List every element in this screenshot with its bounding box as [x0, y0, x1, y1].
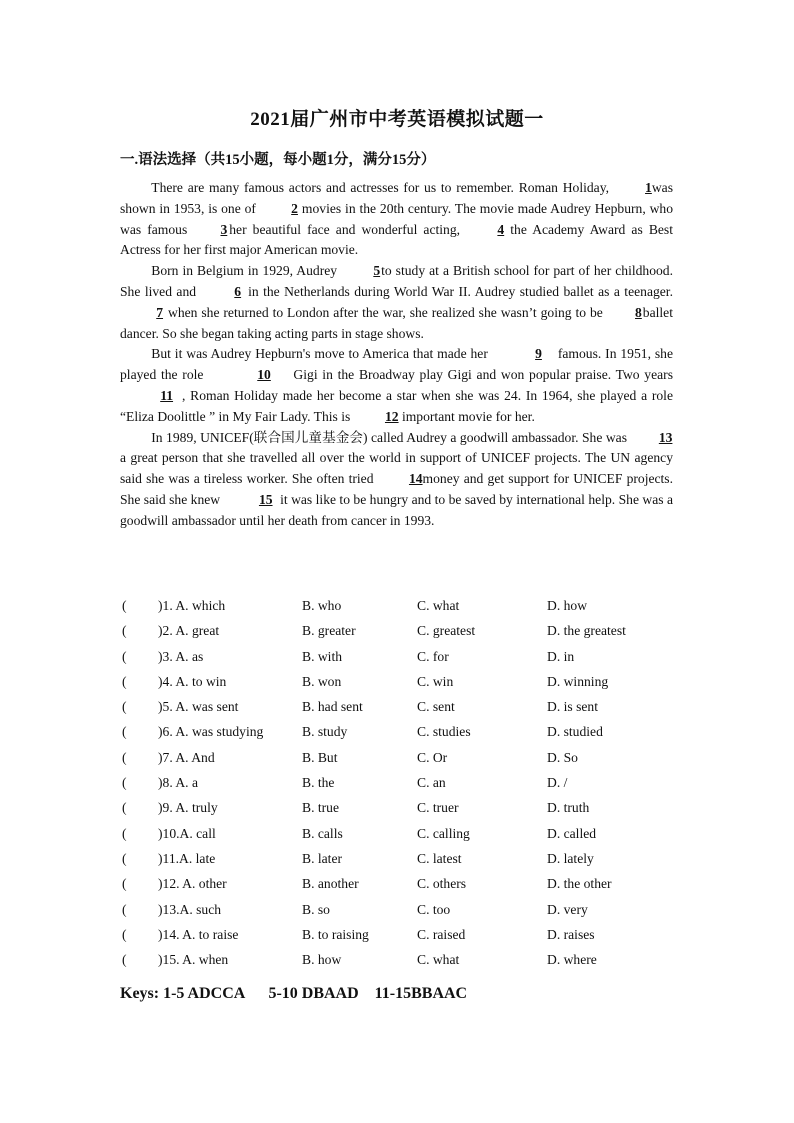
passage-text: a great person that she travelled all over the world in support of UNICEF projects. The UN agency said she was a tireless worker. She often tried — [120, 450, 673, 487]
option-a: )6. A. was studying — [158, 724, 264, 740]
option-a: )14. A. to raise — [158, 926, 239, 942]
option-row — [120, 649, 680, 674]
option-a: )1. A. which — [158, 598, 226, 613]
option-c: C. studies — [417, 724, 471, 740]
option-a: )10.A. call — [158, 825, 216, 841]
passage-text: it was like to be hungry and to be saved by international help. She was a goodwill ambassador until her death from cancer in 1993. — [120, 491, 673, 528]
option-a: )12. A. other — [158, 876, 227, 892]
option-c: C. an — [417, 775, 446, 791]
option-d: D. how — [547, 598, 588, 613]
blank-6: 6 — [234, 283, 242, 299]
section-heading: 一.语法选择（共15小题，每小题1分，满分15分） — [120, 152, 436, 168]
passage-text: There are many famous actors and actresses for us to remember. Roman Holiday, — [151, 180, 614, 195]
passage-text: Born in Belgium in 1929, Audrey — [151, 263, 342, 279]
passage-text: her beautiful face and wonderful acting, — [229, 221, 467, 237]
option-c: C. latest — [417, 850, 462, 866]
passage-paragraph — [120, 344, 673, 427]
answer-bracket: ( — [122, 648, 127, 664]
option-c: C. calling — [417, 825, 470, 841]
option-d: D. truth — [547, 800, 590, 816]
option-row — [120, 876, 680, 901]
answer-bracket: ( — [122, 800, 127, 816]
option-b: B. calls — [302, 825, 343, 841]
option-c: C. what — [417, 952, 460, 968]
answer-bracket: ( — [122, 775, 127, 791]
blank-13: 13 — [658, 429, 673, 445]
passage-text: , Roman Holiday made her become a star when she was 24. In 1964, she played a role “Eliza Doolittle ” in My Fair Lady. This is — [120, 387, 673, 424]
blank-5: 5 — [373, 263, 381, 279]
option-b: B. had sent — [302, 699, 363, 715]
passage-paragraph — [120, 428, 673, 532]
option-a: )9. A. truly — [158, 800, 218, 816]
passage-text: famous. In 1951, she played the role — [120, 346, 673, 383]
option-row — [120, 851, 680, 876]
answer-bracket: ( — [122, 673, 127, 689]
option-b: B. study — [302, 724, 348, 740]
option-c: C. what — [417, 598, 460, 613]
option-c: C. win — [417, 673, 454, 689]
answer-bracket: ( — [122, 825, 127, 841]
passage-text: was shown in 1953, is one of — [120, 180, 673, 216]
passage-text: the Academy Award as Best Actress for her first major American movie. — [120, 221, 673, 258]
option-a: )2. A. great — [158, 623, 220, 639]
option-row — [120, 699, 680, 724]
blank-10: 10 — [257, 367, 271, 383]
option-row — [120, 598, 680, 623]
option-row — [120, 800, 680, 825]
option-b: B. to raising — [302, 926, 369, 942]
cloze-passage — [120, 178, 673, 532]
passage-text: But it was Audrey Hepburn's move to America that made her — [151, 346, 488, 362]
option-c: C. raised — [417, 926, 466, 942]
passage-text: In 1989, UNICEF(联合国儿童基金会) called Audrey a goodwill ambassador. She was — [151, 429, 627, 445]
answer-bracket: ( — [122, 901, 127, 917]
option-b: B. how — [302, 952, 342, 968]
option-c: C. Or — [417, 749, 448, 765]
option-a: )4. A. to win — [158, 673, 227, 689]
option-c: C. greatest — [417, 623, 476, 639]
option-row — [120, 724, 680, 749]
option-b: B. But — [302, 749, 338, 765]
option-d: D. raises — [547, 926, 595, 942]
passage-text: important movie for her. — [398, 408, 535, 424]
option-d: D. in — [547, 648, 575, 664]
option-d: D. is sent — [547, 699, 598, 715]
answer-keys: Keys: 1-5 ADCCA 5-10 DBAAD 11-15BBAAC — [120, 985, 468, 1002]
option-d: D. studied — [547, 724, 603, 740]
answer-bracket: ( — [122, 749, 127, 765]
passage-text: Gigi in the Broadway play Gigi and won popular praise. Two years — [293, 367, 673, 383]
answer-bracket: ( — [122, 598, 127, 613]
option-row — [120, 674, 680, 699]
passage-text: in the Netherlands during World War II. Audrey studied ballet as a teenager. — [248, 283, 673, 299]
blank-7: 7 — [156, 304, 164, 320]
option-c: C. sent — [417, 699, 455, 715]
option-b: B. won — [302, 673, 342, 689]
option-d: D. / — [547, 775, 568, 791]
option-a: )5. A. was sent — [158, 699, 239, 715]
option-row — [120, 952, 680, 977]
option-row — [120, 750, 680, 775]
blank-9: 9 — [535, 346, 542, 362]
option-d: D. the other — [547, 876, 612, 892]
option-c: C. too — [417, 901, 451, 917]
option-b: B. the — [302, 775, 335, 791]
blank-14: 14 — [408, 471, 423, 487]
passage-text: movies in the 20th century. The movie made Audrey Hepburn, who was famous — [120, 200, 673, 237]
answer-bracket: ( — [122, 850, 127, 866]
answer-bracket: ( — [122, 926, 127, 942]
option-d: D. called — [547, 825, 597, 841]
blank-3: 3 — [220, 221, 228, 237]
option-b: B. so — [302, 901, 330, 917]
answer-bracket: ( — [122, 876, 127, 892]
answer-bracket: ( — [122, 623, 127, 639]
answer-bracket: ( — [122, 952, 127, 968]
option-b: B. greater — [302, 623, 356, 639]
options-list — [120, 598, 680, 977]
option-d: D. very — [547, 901, 588, 917]
option-b: B. later — [302, 850, 343, 866]
passage-text: money and get support for UNICEF projects. She said she knew — [120, 471, 673, 507]
blank-1: 1 — [645, 180, 652, 195]
option-row — [120, 927, 680, 952]
blank-11: 11 — [160, 387, 174, 403]
passage-text: when she returned to London after the war, she realized she wasn’t going to be — [168, 304, 603, 320]
option-b: B. another — [302, 876, 359, 892]
option-row — [120, 902, 680, 927]
option-c: C. others — [417, 876, 467, 892]
option-a: )3. A. as — [158, 648, 204, 664]
option-a: )11.A. late — [158, 850, 216, 866]
option-row — [120, 623, 680, 648]
option-a: )7. A. And — [158, 749, 215, 765]
page-title: 2021届广州市中考英语模拟试题一 — [250, 109, 544, 130]
option-b: B. who — [302, 598, 342, 613]
answer-bracket: ( — [122, 699, 127, 715]
option-c: C. truer — [417, 800, 459, 816]
passage-text: to study at a British school for part of her childhood. She lived and — [120, 263, 674, 299]
blank-2: 2 — [291, 200, 298, 216]
blank-12: 12 — [384, 408, 399, 424]
option-b: B. true — [302, 800, 339, 816]
answer-bracket: ( — [122, 724, 127, 740]
option-d: D. So — [547, 749, 578, 765]
option-c: C. for — [417, 648, 449, 664]
passage-text: ballet dancer. So she began taking acting parts in stage shows. — [120, 304, 673, 341]
blank-15: 15 — [258, 491, 273, 507]
option-a: )8. A. a — [158, 775, 199, 791]
option-b: B. with — [302, 648, 343, 664]
option-a: )15. A. when — [158, 952, 229, 968]
option-d: D. winning — [547, 673, 609, 689]
option-row — [120, 826, 680, 851]
option-d: D. where — [547, 952, 597, 968]
option-a: )13.A. such — [158, 901, 222, 917]
passage-paragraph — [120, 178, 673, 261]
passage-paragraph — [120, 261, 673, 344]
option-row — [120, 775, 680, 800]
option-d: D. lately — [547, 850, 594, 866]
blank-8: 8 — [635, 304, 642, 320]
option-d: D. the greatest — [547, 623, 626, 639]
blank-4: 4 — [497, 221, 505, 237]
